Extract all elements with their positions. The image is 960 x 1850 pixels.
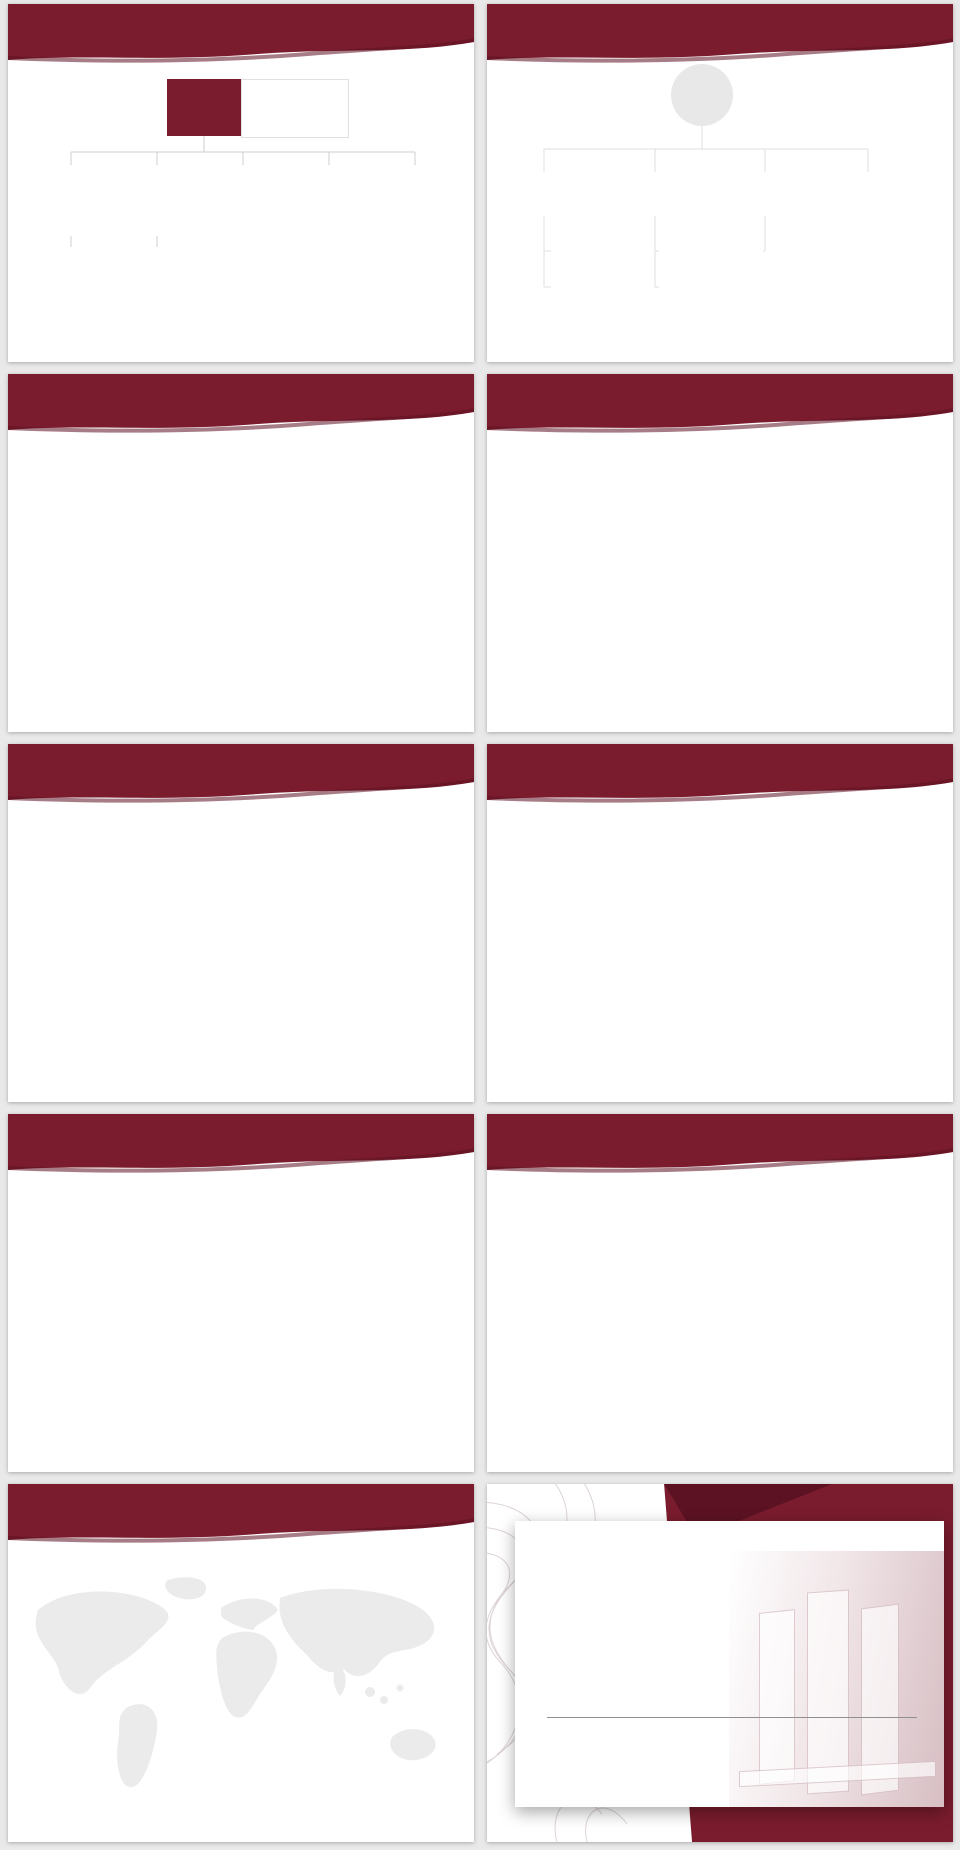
- header-wave-shape: [8, 1114, 474, 1178]
- org-top-note: [241, 79, 349, 138]
- org-top-box: [167, 79, 241, 136]
- slide-24-organizational-structure[interactable]: [8, 374, 474, 732]
- slide-header: [8, 744, 474, 808]
- header-wave-shape: [8, 1484, 474, 1548]
- slide-header: [8, 374, 474, 438]
- org-connector-lines: [487, 4, 953, 362]
- slide-header: [487, 374, 953, 438]
- header-wave-shape: [487, 1114, 953, 1178]
- slide-30-introduction-global-business[interactable]: [8, 1484, 474, 1842]
- slide-27-leaderboard-bar-chart[interactable]: [487, 744, 953, 1102]
- slide-header: [8, 1484, 474, 1548]
- slide-25-character-introduction[interactable]: [487, 374, 953, 732]
- divider: [547, 1717, 917, 1718]
- leaderboard-bar-chart: [497, 856, 947, 1066]
- slide-header: [487, 1114, 953, 1178]
- thank-you-card: [515, 1521, 944, 1807]
- header-wave-shape: [8, 744, 474, 808]
- header-wave-shape: [487, 374, 953, 438]
- campus-building-photo: [729, 1551, 944, 1807]
- slide-23-organizational-structure[interactable]: [487, 4, 953, 362]
- slide-header: [487, 744, 953, 808]
- slide-26-comparison-of-sales-data[interactable]: [8, 744, 474, 1102]
- header-wave-shape: [8, 374, 474, 438]
- photo-circle: [671, 64, 733, 126]
- slide-header: [8, 1114, 474, 1178]
- sales-bar-chart: [24, 870, 462, 1048]
- slide-29-data-comparison[interactable]: [487, 1114, 953, 1472]
- header-wave-shape: [487, 744, 953, 808]
- world-map-graphic: [8, 1568, 474, 1820]
- slide-22-organizational-structure[interactable]: [8, 4, 474, 362]
- org-connector-lines: [8, 4, 474, 362]
- slide-28-data-tables[interactable]: [8, 1114, 474, 1472]
- slide-thank-you[interactable]: [487, 1484, 953, 1842]
- org-top-node: [167, 79, 349, 138]
